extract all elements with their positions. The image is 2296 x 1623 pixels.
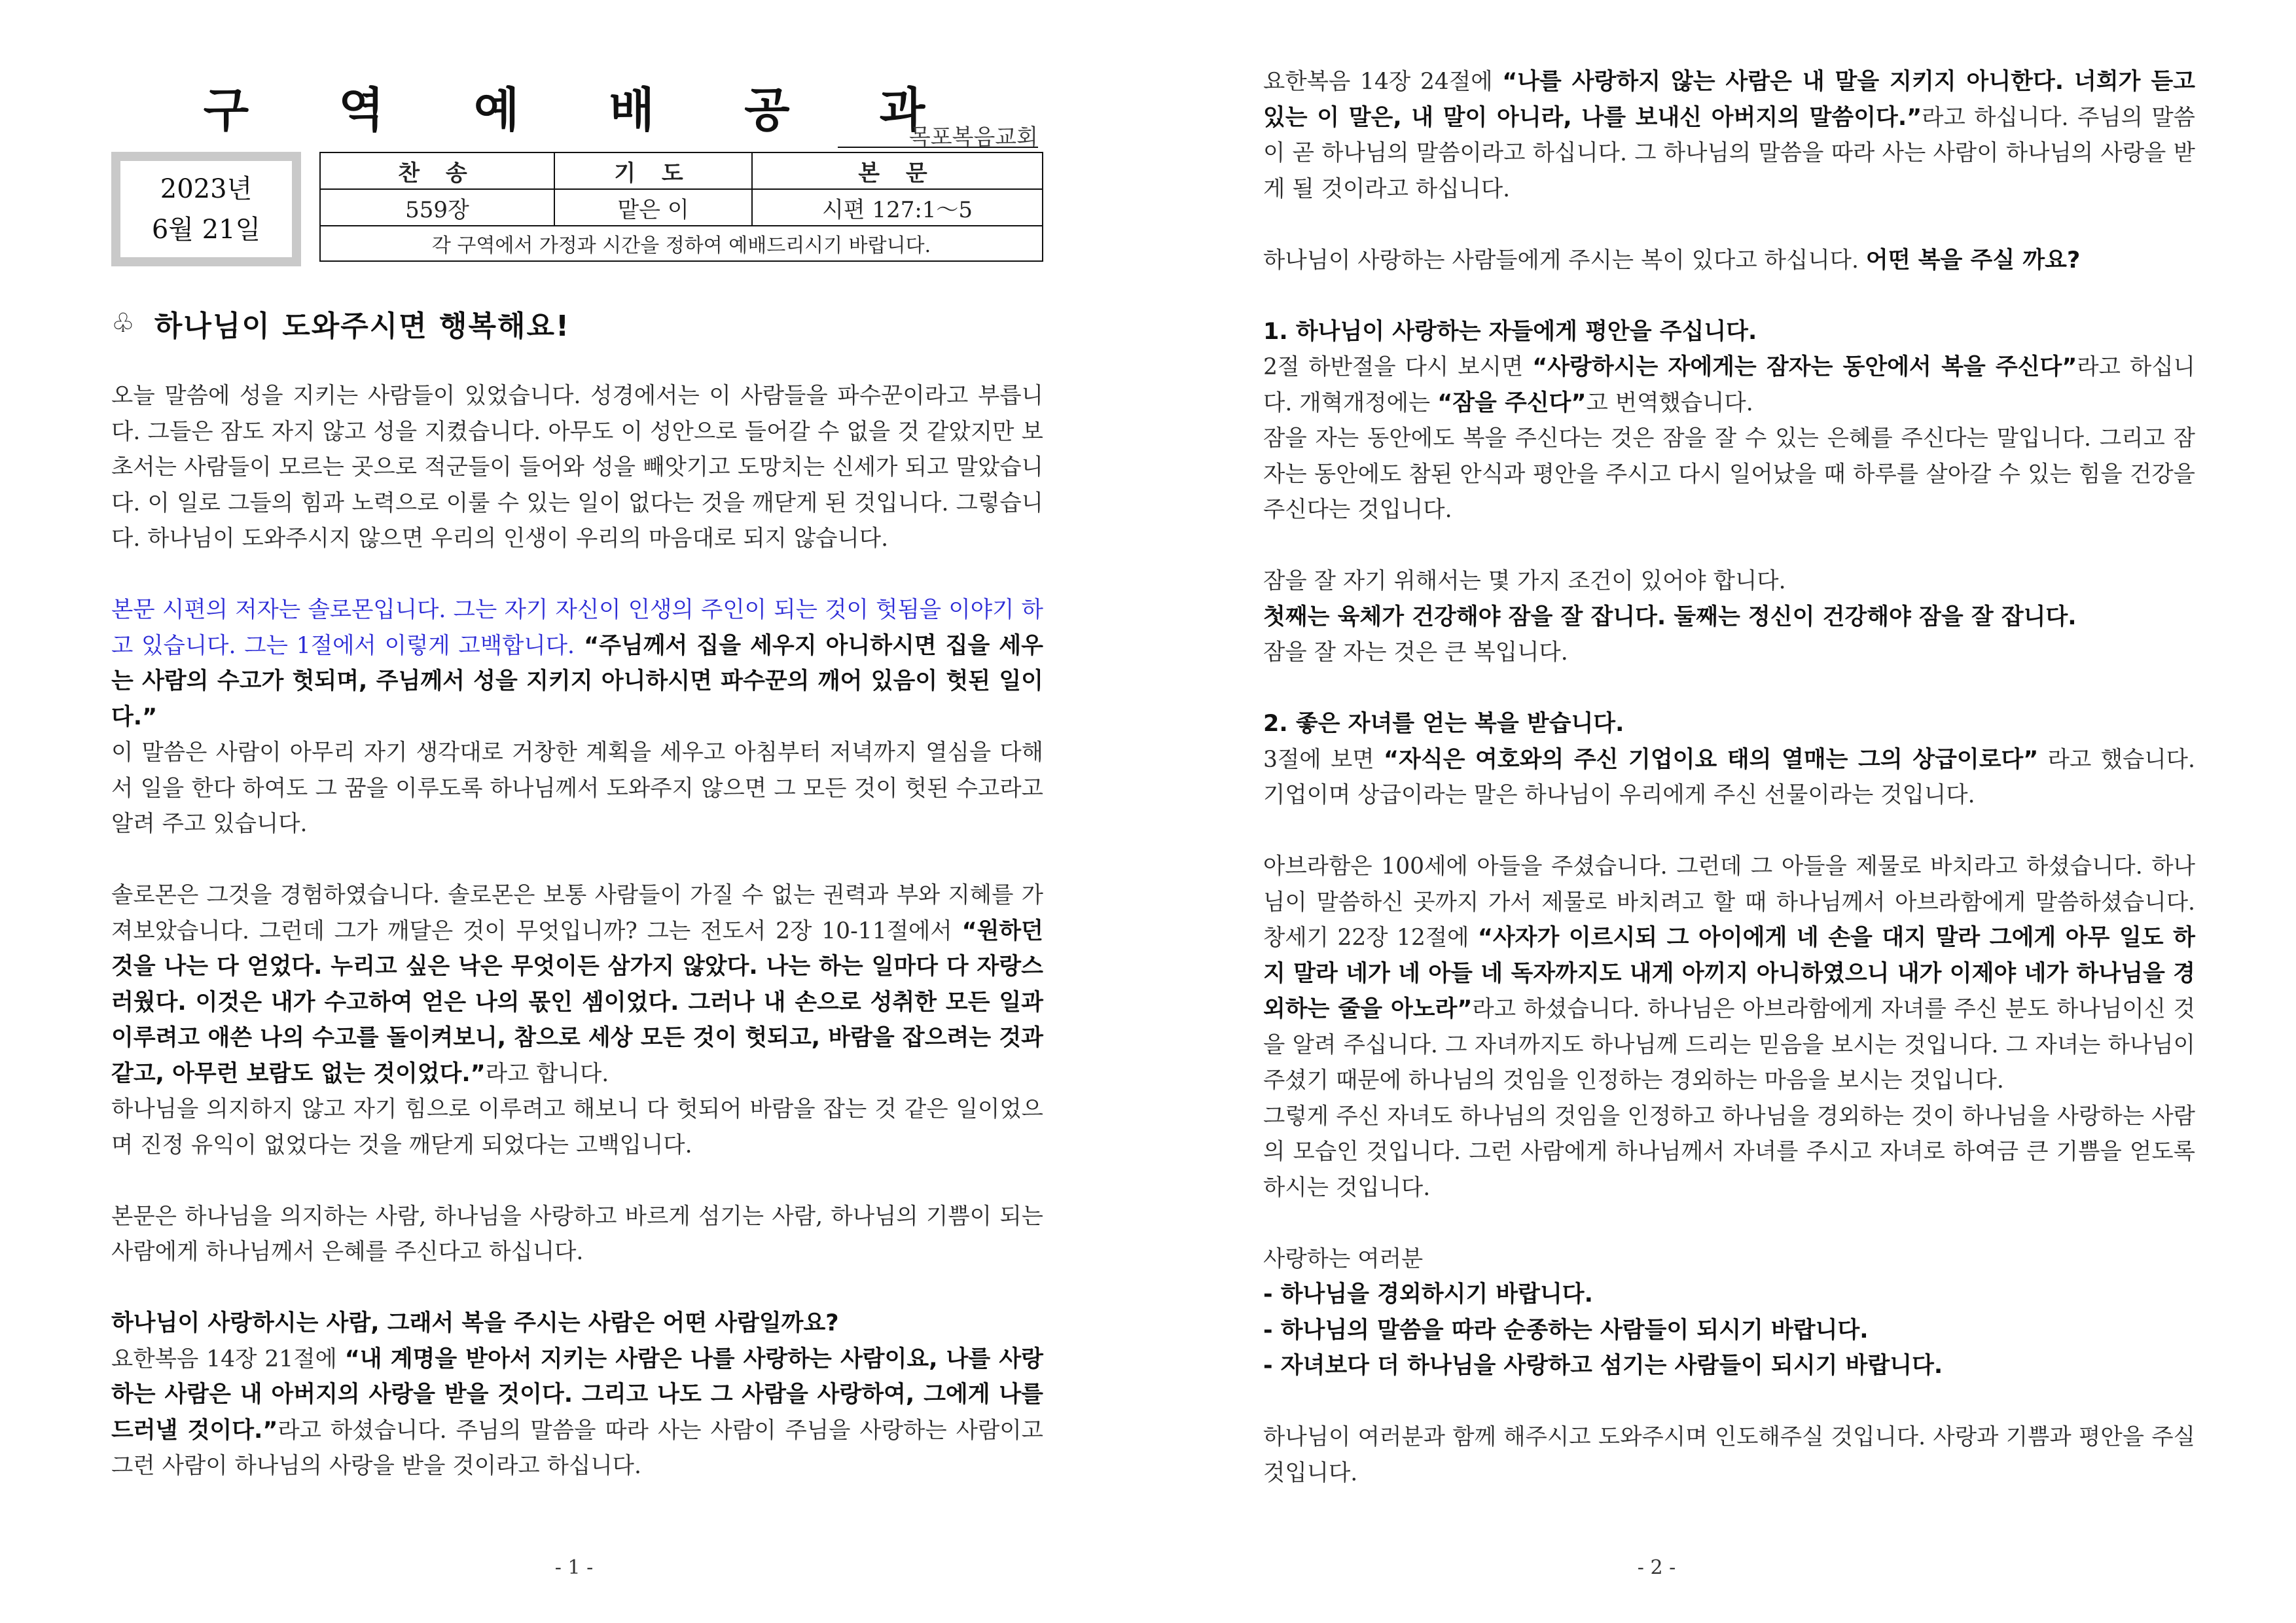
scripture-quote: “내 계명을 받아서 지키는 사람은 나를 사랑하는 사람이요, 나를 사랑하는 사람은 내 아버지의 사랑을 받을 것이다. 그리고 나도 그 사람을 사랑하여, 그에게 나를 드러낼 것이다.”: [111, 1346, 1043, 1444]
church-name: 목포복음교회: [908, 124, 1038, 151]
club-icon: ♧: [111, 308, 136, 338]
text-run: 요한복음 14장 24절에: [1263, 69, 1503, 95]
worship-note: 각 구역에서 가정과 시간을 정하여 예배드리시기 바랍니다.: [320, 226, 1043, 261]
text-run: 하나님이 사랑하는 사람들에게 주시는 복이 있다고 하십니다.: [1263, 247, 1866, 274]
text-run: 라고 했습니다. 기업이며 상급이라는 말은 하나님이 우리에게 주신 선물이라는 것입니다.: [1263, 746, 2195, 808]
hymn-number: 559장: [320, 189, 554, 226]
scripture-quote: “사랑하시는 자에게는 잠자는 동안에서 복을 주신다”: [1532, 354, 2077, 380]
page-2-body: [1263, 64, 2195, 1491]
emphasis-text: 첫째는 육체가 건강해야 잠을 잘 잡니다. 둘째는 정신이 건강해야 잠을 잘 잡니다.: [1263, 603, 2077, 630]
paragraph: [111, 1342, 1043, 1484]
paragraph: [1263, 849, 2195, 1099]
prayer-leader: 맡은 이: [554, 189, 752, 226]
text-run: 요한복음 14장 21절에: [111, 1346, 345, 1372]
scripture-quote: “자식은 여호와의 주신 기업이요 태의 열매는 그의 상급이로다”: [1383, 746, 2039, 773]
paragraph: 사랑하는 여러분: [1263, 1245, 1424, 1272]
bullet-item: - 하나님을 경외하시기 바랍니다.: [1263, 1281, 1593, 1308]
blue-text: 본문 시편의 저자는 솔로몬입니다. 그는 자기 자신이 인생의 주인이 되는 것이 헛됨을 이야기 하고 있습니다. 그는 1절에서 이렇게 고백합니다.: [111, 597, 1043, 659]
page-number: - 1 -: [554, 1556, 594, 1579]
sermon-title-text: 하나님이 도와주시면 행복해요!: [154, 310, 571, 343]
text-run: 라고 합니다.: [485, 1060, 609, 1087]
worship-table-note-row: [320, 226, 1043, 261]
date-year: 2023년: [160, 173, 253, 204]
sermon-title: [111, 302, 570, 344]
prayer-header: 기 도: [554, 152, 752, 189]
paragraph: 본문은 하나님을 의지하는 사람, 하나님을 사랑하고 바르게 섬기는 사람, 하나님의 기쁨이 되는 사람에게 하나님께서 은혜를 주신다고 하십니다.: [111, 1203, 1043, 1265]
emphasis-text: 어떤 복을 주실 까요?: [1865, 247, 2081, 274]
church-underline: [838, 147, 1038, 148]
page-number: - 2 -: [1637, 1556, 1676, 1579]
paragraph: 잠을 잘 자기 위해서는 몇 가지 조건이 있어야 합니다.: [1263, 568, 1786, 594]
text-run: 2절 하반절을 다시 보시면: [1263, 354, 1533, 380]
paragraph: [1263, 349, 2195, 421]
scripture-reference: 시편 127:1～5: [752, 189, 1043, 226]
text-run: 라고 하십니다. 개혁개정에는: [1263, 354, 2195, 416]
text-run: 솔로몬은 그것을 경험하였습니다. 솔로몬은 보통 사람들이 가질 수 없는 권력과 부와 지혜를 가져보았습니다. 그런데 그가 깨달은 것이 무엇입니까? 그는 전도서 2장 10-11절에서: [111, 882, 1043, 944]
text-run: 고 번역했습니다.: [1586, 389, 1753, 416]
scripture-quote: “주님께서 집을 세우지 아니하시면 집을 세우는 사람의 수고가 헛되며, 주님께서 성을 지키지 아니하시면 파수꾼의 깨어 있음이 헛된 일이다.”: [111, 632, 1043, 730]
worship-table-value-row: [320, 189, 1043, 226]
page-1-body: [111, 378, 1043, 1484]
text-run: 라고 하셨습니다. 주님의 말씀을 따라 사는 사람이 주님을 사랑하는 사람이고 그런 사람이 하나님의 사랑을 받을 것이라고 하십니다.: [111, 1417, 1043, 1479]
paragraph: [1263, 243, 2195, 279]
paragraph: [111, 592, 1043, 735]
paragraph: 하나님을 의지하지 않고 자기 힘으로 이루려고 해보니 다 헛되어 바람을 잡는 것 같은 일이었으며 진정 유익이 없었다는 것을 깨닫게 되었다는 고백입니다.: [111, 1096, 1043, 1158]
paragraph: [111, 878, 1043, 1092]
date-box: [111, 152, 301, 266]
section-heading-1: 1. 하나님이 사랑하는 자들에게 평안을 주십니다.: [1263, 318, 1757, 345]
paragraph: [1263, 742, 2195, 813]
paragraph: 잠을 자는 동안에도 복을 주신다는 것은 잠을 잘 수 있는 은혜를 주신다는 말입니다. 그리고 잠자는 동안에도 참된 안식과 평안을 주시고 다시 일어났을 때 하루를 살아갈 수 있는 힘을 건강을 주신다는 것입니다.: [1263, 425, 2195, 523]
document-title: 구 역 예 배 공 과: [203, 82, 962, 137]
paragraph: 이 말씀은 사람이 아무리 자기 생각대로 거창한 계획을 세우고 아침부터 저녁까지 열심을 다해서 일을 한다 하여도 그 꿈을 이루도록 하나님께서 도와주지 않으면 그 모든 것이 헛된 수고라고 알려 주고 있습니다.: [111, 740, 1043, 837]
text-run: 아브라함은 100세에 아들을 주셨습니다. 그런데 그 아들을 제물로 바치라고 하셨습니다. 하나님이 말씀하신 곳까지 가서 제물로 바치려고 할 때 하나님께서 아브라함에게 말씀하셨습니다. 창세기 22장 12절에: [1263, 853, 2195, 951]
scripture-quote: “원하던 것을 나는 다 얻었다. 누리고 싶은 낙은 무엇이든 삼가지 않았다. 나는 하는 일마다 다 자랑스러웠다. 이것은 내가 수고하여 얻은 나의 몫인 셈이었다. 그러나 내 손으로 성취한 모든 일과 이루려고 애쓴 나의 수고를 돌이켜보니, 참으로 세상 모든 것이 헛되고, 바람을 잡으려는 것과 같고, 아무런 보람도 없는 것이었다.”: [111, 918, 1043, 1087]
text-run: 라고 하셨습니다. 하나님은 아브라함에게 자녀를 주신 분도 하나님이신 것을 알려 주십니다. 그 자녀까지도 하나님께 드리는 믿음을 보시는 것입니다. 그 자녀는 하나님이 주셨기 때문에 하나님의 것임을 인정하는 경외하는 마음을 보시는 것입니다.: [1263, 996, 2195, 1094]
paragraph: 그렇게 주신 자녀도 하나님의 것임을 인정하고 하나님을 경외하는 것이 하나님을 사랑하는 사람의 모습인 것입니다. 그런 사람에게 하나님께서 자녀를 주시고 자녀로 하여금 큰 기쁨을 얻도록 하시는 것입니다.: [1263, 1103, 2195, 1201]
worship-table: [319, 152, 1043, 262]
section-heading-2: 2. 좋은 자녀를 얻는 복을 받습니다.: [1263, 711, 1624, 737]
scripture-quote: “나를 사랑하지 않는 사람은 내 말을 지키지 아니한다. 너희가 듣고 있는 이 말은, 내 말이 아니라, 나를 보내신 아버지의 말씀이다.”: [1263, 69, 2195, 131]
text-run: 라고 하십니다. 주님의 말씀이 곧 하나님의 말씀이라고 하십니다. 그 하나님의 말씀을 따라 사는 사람이 하나님의 사랑을 받게 될 것이라고 하십니다.: [1263, 104, 2196, 202]
paragraph: 하나님이 여러분과 함께 해주시고 도와주시며 인도해주실 것입니다. 사랑과 기쁨과 평안을 주실 것입니다.: [1263, 1424, 2195, 1486]
worship-table-header-row: [320, 152, 1043, 189]
scripture-header: 본 문: [752, 152, 1043, 189]
paragraph: [1263, 64, 2195, 207]
question-heading: 하나님이 사랑하시는 사람, 그래서 복을 주시는 사람은 어떤 사람일까요?: [111, 1310, 839, 1336]
bullet-item: - 하나님의 말씀을 따라 순종하는 사람들이 되시기 바랍니다.: [1263, 1317, 1869, 1344]
scripture-quote: “사자가 이르시되 그 아이에게 네 손을 대지 말라 그에게 아무 일도 하지 말라 네가 네 아들 네 독자까지도 내게 아끼지 아니하였으니 내가 이제야 네가 하나님을 경외하는 줄을 아노라”: [1263, 925, 2195, 1022]
scripture-quote: “잠을 주신다”: [1437, 389, 1587, 416]
date-day: 6월 21일: [151, 214, 261, 245]
text-run: 3절에 보면: [1263, 746, 1384, 773]
bullet-item: - 자녀보다 더 하나님을 사랑하고 섬기는 사람들이 되시기 바랍니다.: [1263, 1353, 1943, 1379]
paragraph: 오늘 말씀에 성을 지키는 사람들이 있었습니다. 성경에서는 이 사람들을 파수꾼이라고 부릅니다. 그들은 잠도 자지 않고 성을 지켰습니다. 아무도 이 성안으로 들어갈 수 없을 것 같았지만 보초서는 사람들이 모르는 곳으로 적군들이 들어와 성을 빼앗기고 도망치는 신세가 되고 말았습니다. 이 일로 그들의 힘과 노력으로 이룰 수 있는 일이 없다는 것을 깨닫게 된 것입니다. 그렇습니다. 하나님이 도와주시지 않으면 우리의 인생이 우리의 마음대로 되지 않습니다.: [111, 383, 1043, 552]
hymn-header: 찬 송: [320, 152, 554, 189]
paragraph: 잠을 잘 자는 것은 큰 복입니다.: [1263, 639, 1568, 666]
